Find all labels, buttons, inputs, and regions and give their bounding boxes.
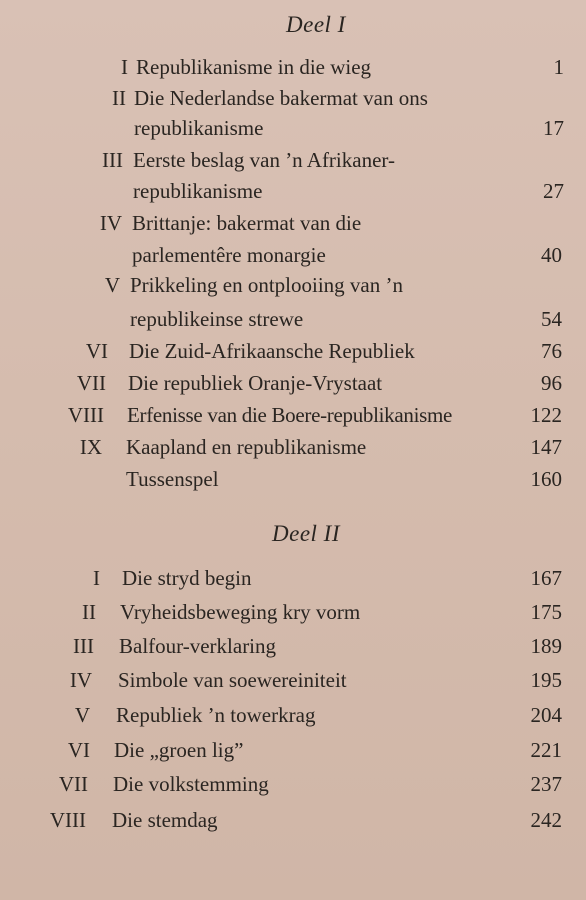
chapter-title: Vryheidsbeweging kry vorm (120, 600, 361, 624)
chapter-numeral: VIII (67, 403, 104, 427)
page-number: 167 (530, 566, 562, 590)
page-number: 189 (530, 634, 562, 658)
interlude-title: Tussenspel (126, 467, 219, 491)
chapter-title: Republikanisme in die wieg (136, 55, 372, 79)
chapter-numeral: II (82, 600, 96, 624)
chapter-title-continued: republikanisme (134, 116, 264, 140)
chapter-title: Die Zuid-Afrikaansche Republiek (129, 339, 415, 363)
chapter-title: Die stryd begin (122, 566, 252, 590)
chapter-numeral: I (93, 566, 100, 590)
chapter-numeral: VI (67, 738, 90, 762)
chapter-numeral: VIII (49, 808, 86, 832)
chapter-title: Die „groen lig” (114, 738, 244, 762)
chapter-title: Brittanje: bakermat van die (132, 211, 362, 235)
page-number: 96 (541, 371, 562, 395)
chapter-title: Die Nederlandse bakermat van ons (134, 86, 428, 110)
chapter-title: Erfenisse van die Boere-republikanisme (127, 403, 453, 427)
chapter-numeral: II (112, 86, 126, 110)
chapter-title-continued: parlementêre monargie (132, 243, 326, 267)
page-number: 122 (530, 403, 562, 427)
chapter-numeral: III (102, 148, 123, 172)
page-number: 204 (530, 703, 562, 727)
chapter-numeral: IX (79, 435, 102, 459)
chapter-title: Republiek ’n towerkrag (116, 703, 316, 727)
chapter-numeral: VII (58, 772, 88, 796)
page-number: 17 (543, 116, 564, 140)
page-number: 195 (530, 668, 562, 692)
page-number: 147 (530, 435, 562, 459)
chapter-title: Eerste beslag van ’n Afrikaner- (133, 148, 395, 172)
chapter-title: Die stemdag (112, 808, 218, 832)
page-number: 54 (541, 307, 562, 331)
chapter-numeral: VII (76, 371, 106, 395)
part-heading: Deel II (272, 521, 340, 546)
page-number: 242 (530, 808, 562, 832)
page-number: 1 (553, 55, 564, 79)
chapter-title: Simbole van soewereiniteit (118, 668, 347, 692)
chapter-numeral: V (104, 273, 120, 297)
chapter-numeral: V (74, 703, 90, 727)
chapter-title: Die republiek Oranje-Vrystaat (128, 371, 383, 395)
chapter-numeral: IV (99, 211, 122, 235)
page-number: 160 (530, 467, 562, 491)
chapter-title-continued: republikeinse strewe (130, 307, 304, 331)
page-number: 76 (541, 339, 562, 363)
chapter-numeral: I (121, 55, 128, 79)
chapter-title: Prikkeling en ontplooiing van ’n (130, 273, 403, 297)
page-number: 40 (541, 243, 562, 267)
page-number: 27 (543, 179, 564, 203)
part-heading: Deel I (286, 12, 346, 37)
chapter-title: Kaapland en republikanisme (126, 435, 367, 459)
page-number: 175 (530, 600, 562, 624)
chapter-numeral: VI (85, 339, 108, 363)
page-number: 221 (530, 738, 562, 762)
chapter-title: Die volkstemming (113, 772, 269, 796)
page-number: 237 (530, 772, 562, 796)
chapter-numeral: IV (69, 668, 92, 692)
chapter-numeral: III (73, 634, 94, 658)
chapter-title: Balfour-verklaring (119, 634, 277, 658)
chapter-title-continued: republikanisme (133, 179, 263, 203)
